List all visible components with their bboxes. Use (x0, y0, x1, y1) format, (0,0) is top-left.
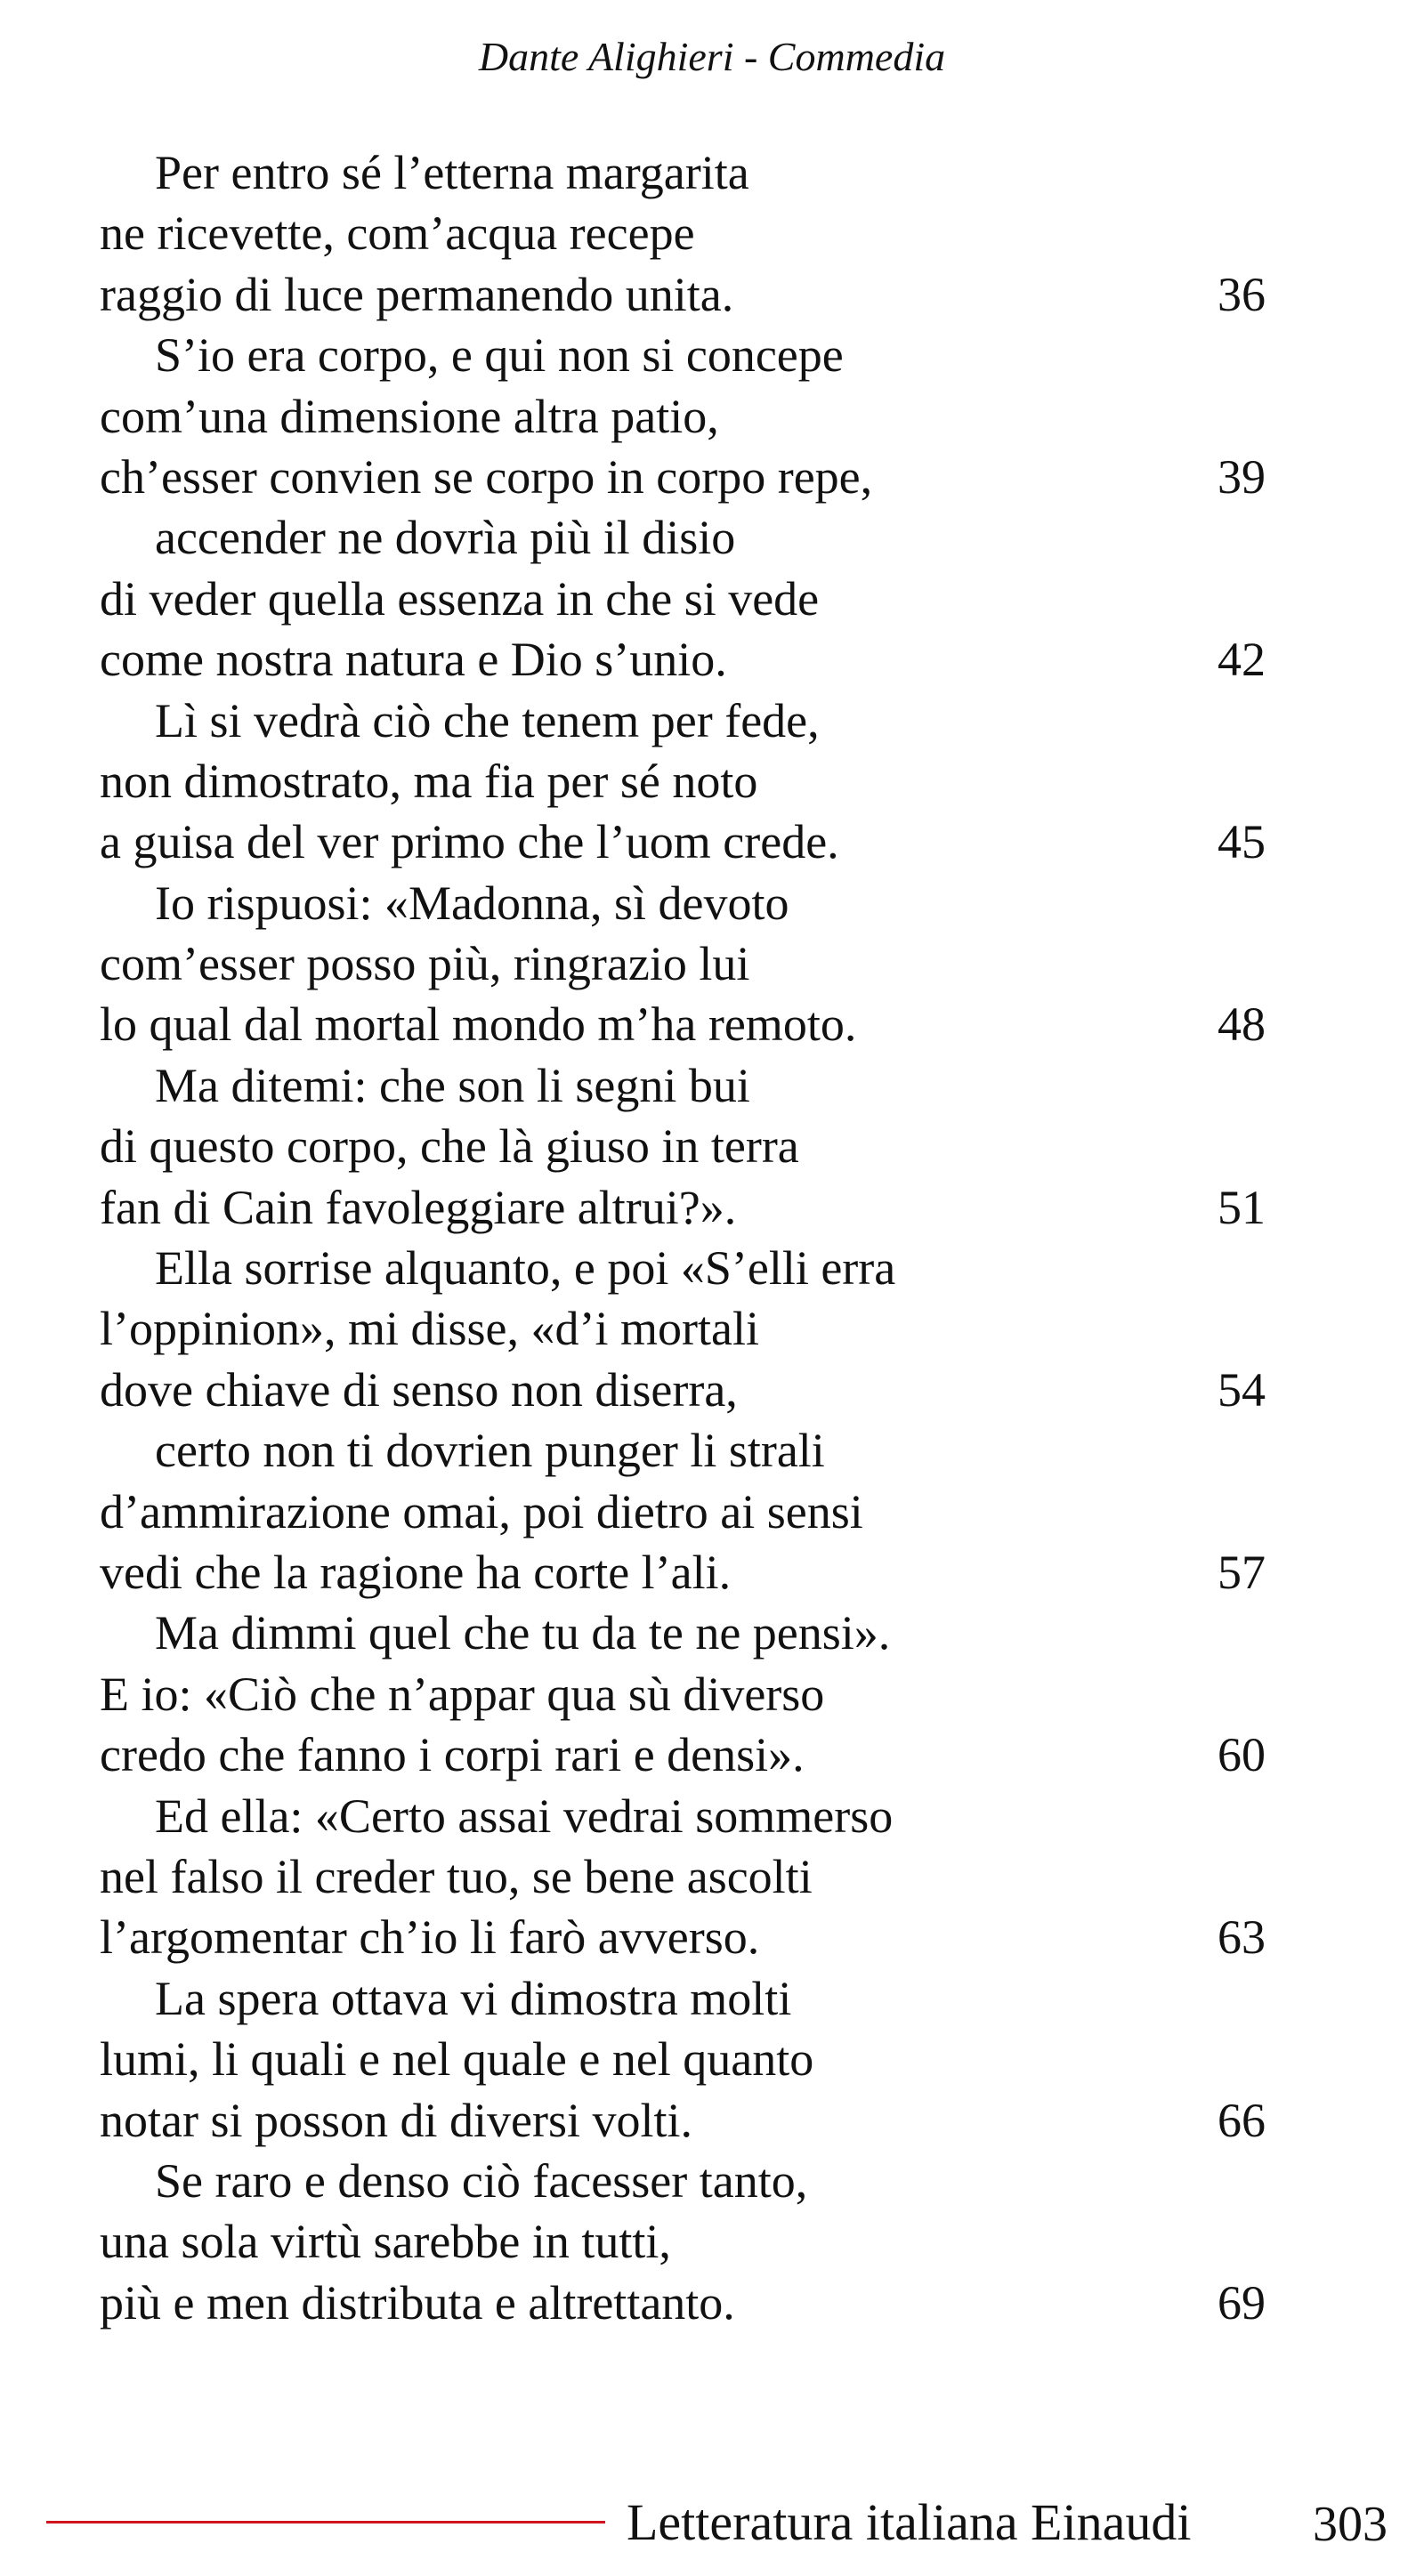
verse-text: d’ammirazione omai, poi dietro ai sensi (100, 1484, 863, 1538)
verse-text: com’esser posso più, ringrazio lui (100, 937, 750, 991)
verse-number: 54 (1218, 1362, 1266, 1417)
tercet (100, 1238, 1266, 1420)
verse-line (100, 2029, 1266, 2089)
verse-line (100, 1360, 1266, 1420)
verse-text: l’argomentar ch’io li farò avverso. (100, 1910, 760, 1965)
verse-line (100, 1482, 1266, 1542)
verse-line (100, 1786, 1266, 1846)
verse-text: vedi che la ragione ha corte l’ali. (100, 1545, 732, 1599)
verse-number: 63 (1218, 1910, 1266, 1965)
verse-number: 36 (1218, 267, 1266, 321)
verse-line (100, 690, 1266, 751)
verse-number: 45 (1218, 815, 1266, 869)
verse-line (100, 629, 1266, 690)
verse-text: dove chiave di senso non diserra, (100, 1362, 738, 1417)
verse-text: come nostra natura e Dio s’unio. (100, 633, 727, 687)
verse-line (100, 569, 1266, 629)
verse-text: di veder quella essenza in che si vede (100, 571, 820, 626)
verse-text: a guisa del ver primo che l’uom crede. (100, 815, 839, 869)
verse-text: certo non ti dovrien punger li strali (155, 1424, 825, 1478)
verse-text: La spera ottava vi dimostra molti (155, 1971, 792, 2025)
verse-text: l’oppinion», mi disse, «d’i mortali (100, 1302, 759, 1356)
verse-text: più e men distributa e altrettanto. (100, 2275, 735, 2330)
verse-text: lumi, li quali e nel quale e nel quanto (100, 2032, 814, 2087)
verse-line (100, 203, 1266, 263)
verse-number: 48 (1218, 997, 1266, 1052)
verse-line (100, 1055, 1266, 1116)
verse-line (100, 142, 1266, 203)
verse-text: notar si posson di diversi volti. (100, 2093, 692, 2147)
page-number: 303 (1313, 2497, 1388, 2552)
verse-line (100, 1298, 1266, 1359)
tercet (100, 507, 1266, 690)
verse-text: ne ricevette, com’acqua recepe (100, 206, 695, 261)
page-footer (0, 2483, 1424, 2563)
verse-number: 57 (1218, 1545, 1266, 1599)
verse-line (100, 873, 1266, 933)
tercet (100, 1603, 1266, 1785)
verse-line (100, 2151, 1266, 2211)
verse-line (100, 1116, 1266, 1176)
tercet (100, 873, 1266, 1055)
verse-text: Ed ella: «Certo assai vedrai sommerso (155, 1789, 894, 1843)
verse-line (100, 1907, 1266, 1967)
verse-line (100, 2211, 1266, 2272)
verse-number: 39 (1218, 449, 1266, 504)
verse-line (100, 1846, 1266, 1907)
verse-text: lo qual dal mortal mondo m’ha remoto. (100, 997, 857, 1052)
verse-line (100, 507, 1266, 568)
tercet (100, 690, 1266, 873)
verse-text: nel falso il creder tuo, se bene ascolti (100, 1849, 813, 1903)
verse-number: 69 (1218, 2275, 1266, 2330)
tercet (100, 1055, 1266, 1238)
verse-line (100, 1603, 1266, 1663)
verse-number: 42 (1218, 633, 1266, 687)
verse-text: Lì si vedrà ciò che tenem per fede, (155, 693, 820, 747)
verse-text: ch’esser convien se corpo in corpo repe, (100, 449, 873, 504)
verse-text: Ma ditemi: che son li segni bui (155, 1058, 750, 1112)
footer-rule (46, 2521, 605, 2524)
verse-text: raggio di luce permanendo unita. (100, 267, 734, 321)
verse-line (100, 264, 1266, 325)
verse-text: accender ne dovrìa più il disio (155, 511, 736, 565)
verse-line (100, 1420, 1266, 1481)
verse-line (100, 2273, 1266, 2333)
verse-line (100, 1542, 1266, 1603)
verse-text: com’una dimensione altra patio, (100, 389, 719, 443)
verse-text: Per entro sé l’etterna margarita (155, 146, 749, 199)
verse-line (100, 1968, 1266, 2029)
verse-line (100, 386, 1266, 447)
verse-line (100, 812, 1266, 872)
running-head: Dante Alighieri - Commedia (478, 34, 946, 79)
poem-body (100, 142, 1266, 2333)
tercet (100, 1420, 1266, 1603)
verse-text: una sola virtù sarebbe in tutti, (100, 2215, 671, 2269)
verse-text: Io rispuosi: «Madonna, sì devoto (155, 876, 789, 930)
verse-text: di questo corpo, che là giuso in terra (100, 1119, 799, 1174)
verse-line (100, 1238, 1266, 1298)
verse-text: fan di Cain favoleggiare altrui?». (100, 1180, 737, 1234)
verse-line (100, 1724, 1266, 1785)
verse-line (100, 994, 1266, 1054)
verse-number: 60 (1218, 1728, 1266, 1782)
verse-line (100, 933, 1266, 994)
tercet (100, 325, 1266, 507)
verse-text: Ella sorrise alquanto, e poi «S’elli erra (155, 1241, 896, 1296)
verse-text: E io: «Ciò che n’appar qua sù diverso (100, 1667, 825, 1721)
verse-line (100, 1177, 1266, 1238)
verse-number: 51 (1218, 1180, 1266, 1234)
verse-line (100, 447, 1266, 507)
verse-text: non dimostrato, ma fia per sé noto (100, 754, 758, 808)
tercet (100, 1968, 1266, 2151)
verse-line (100, 2090, 1266, 2151)
verse-text: Se raro e denso ciò facesser tanto, (155, 2153, 808, 2208)
publisher-name: Letteratura italiana Einaudi (627, 2493, 1192, 2551)
verse-text: Ma dimmi quel che tu da te ne pensi». (155, 1606, 891, 1660)
verse-text: credo che fanno i corpi rari e densi». (100, 1728, 805, 1782)
tercet (100, 142, 1266, 325)
verse-number: 66 (1218, 2093, 1266, 2147)
verse-line (100, 325, 1266, 385)
verse-line (100, 751, 1266, 812)
tercet (100, 1786, 1266, 1968)
tercet (100, 2151, 1266, 2333)
verse-text: S’io era corpo, e qui non si concepe (155, 328, 844, 383)
verse-line (100, 1664, 1266, 1724)
